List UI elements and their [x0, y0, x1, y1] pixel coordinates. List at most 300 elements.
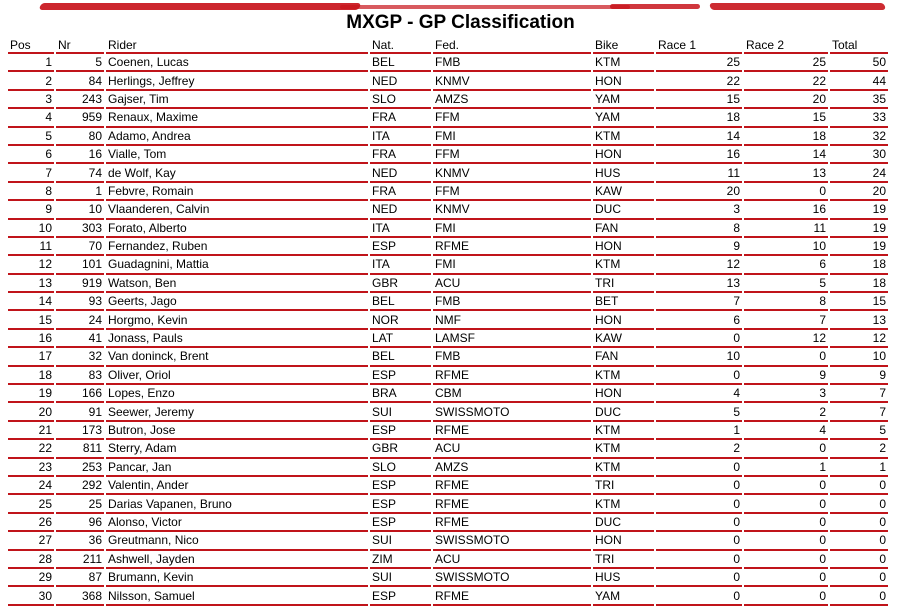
cell-total: 33 — [830, 109, 888, 127]
cell-bike: KAW — [593, 330, 654, 348]
cell-nat: SLO — [370, 459, 431, 477]
table-row — [8, 514, 888, 532]
cell-total: 18 — [830, 256, 888, 274]
cell-fed: SWISSMOTO — [433, 403, 591, 421]
table-row — [8, 551, 888, 569]
cell-nr: 166 — [56, 385, 104, 403]
cell-race1: 4 — [656, 385, 742, 403]
cell-rider: Oliver, Oriol — [106, 367, 368, 385]
cell-pos: 4 — [8, 109, 54, 127]
cell-race2: 9 — [744, 367, 828, 385]
header-fed: Fed. — [433, 38, 591, 54]
cell-rider: Lopes, Enzo — [106, 385, 368, 403]
table-row — [8, 256, 888, 274]
cell-rider: Ashwell, Jayden — [106, 551, 368, 569]
cell-fed: KNMV — [433, 201, 591, 219]
cell-nat: ITA — [370, 256, 431, 274]
cell-race1: 0 — [656, 514, 742, 532]
cell-nr: 1 — [56, 183, 104, 201]
cell-nr: 41 — [56, 330, 104, 348]
cell-nat: BEL — [370, 54, 431, 72]
table-row — [8, 238, 888, 256]
cell-nat: SLO — [370, 91, 431, 109]
cell-rider: Coenen, Lucas — [106, 54, 368, 72]
cell-total: 15 — [830, 293, 888, 311]
cell-pos: 25 — [8, 495, 54, 513]
table-body — [8, 54, 888, 606]
cell-total: 0 — [830, 514, 888, 532]
header-total: Total — [830, 38, 888, 54]
cell-nat: ITA — [370, 128, 431, 146]
cell-rider: Febvre, Romain — [106, 183, 368, 201]
cell-race2: 14 — [744, 146, 828, 164]
cell-pos: 30 — [8, 587, 54, 605]
table-row — [8, 459, 888, 477]
cell-bike: TRI — [593, 551, 654, 569]
cell-race2: 18 — [744, 128, 828, 146]
cell-bike: YAM — [593, 91, 654, 109]
cell-pos: 18 — [8, 367, 54, 385]
table-row — [8, 367, 888, 385]
cell-nr: 211 — [56, 551, 104, 569]
cell-rider: Brumann, Kevin — [106, 569, 368, 587]
cell-race2: 0 — [744, 495, 828, 513]
cell-pos: 11 — [8, 238, 54, 256]
cell-nat: ESP — [370, 477, 431, 495]
cell-total: 5 — [830, 422, 888, 440]
cell-nat: LAT — [370, 330, 431, 348]
table-row — [8, 54, 888, 72]
cell-fed: RFME — [433, 495, 591, 513]
cell-nr: 87 — [56, 569, 104, 587]
cell-nat: FRA — [370, 109, 431, 127]
cell-race2: 7 — [744, 311, 828, 329]
cell-race1: 0 — [656, 459, 742, 477]
cell-pos: 8 — [8, 183, 54, 201]
cell-total: 0 — [830, 477, 888, 495]
cell-fed: RFME — [433, 238, 591, 256]
table-row — [8, 422, 888, 440]
cell-nr: 16 — [56, 146, 104, 164]
table-row — [8, 477, 888, 495]
cell-fed: SWISSMOTO — [433, 569, 591, 587]
cell-race1: 18 — [656, 109, 742, 127]
cell-bike: KTM — [593, 440, 654, 458]
cell-race1: 25 — [656, 54, 742, 72]
cell-nat: FRA — [370, 146, 431, 164]
cell-fed: FMI — [433, 128, 591, 146]
header-pos: Pos — [8, 38, 54, 54]
table-row — [8, 495, 888, 513]
cell-race2: 2 — [744, 403, 828, 421]
cell-race1: 9 — [656, 238, 742, 256]
cell-race1: 2 — [656, 440, 742, 458]
table-row — [8, 587, 888, 605]
table-row — [8, 128, 888, 146]
cell-nat: ITA — [370, 220, 431, 238]
cell-nr: 84 — [56, 72, 104, 90]
cell-rider: Vlaanderen, Calvin — [106, 201, 368, 219]
cell-nr: 368 — [56, 587, 104, 605]
cell-nat: ESP — [370, 367, 431, 385]
cell-nat: ZIM — [370, 551, 431, 569]
cell-nr: 74 — [56, 164, 104, 182]
cell-nat: ESP — [370, 514, 431, 532]
cell-nr: 959 — [56, 109, 104, 127]
cell-race2: 16 — [744, 201, 828, 219]
cell-race1: 20 — [656, 183, 742, 201]
cell-fed: RFME — [433, 514, 591, 532]
cell-nr: 5 — [56, 54, 104, 72]
cell-nr: 25 — [56, 495, 104, 513]
cell-fed: FFM — [433, 146, 591, 164]
cell-total: 32 — [830, 128, 888, 146]
cell-bike: KTM — [593, 256, 654, 274]
page-title: MXGP - GP Classification — [346, 12, 575, 33]
cell-pos: 17 — [8, 348, 54, 366]
cell-nr: 83 — [56, 367, 104, 385]
cell-total: 2 — [830, 440, 888, 458]
cell-pos: 23 — [8, 459, 54, 477]
cell-race1: 1 — [656, 422, 742, 440]
cell-pos: 2 — [8, 72, 54, 90]
table-row — [8, 330, 888, 348]
cell-nat: ESP — [370, 587, 431, 605]
cell-rider: Van doninck, Brent — [106, 348, 368, 366]
cell-total: 0 — [830, 495, 888, 513]
cell-bike: KTM — [593, 495, 654, 513]
cell-total: 9 — [830, 367, 888, 385]
cell-rider: Valentin, Ander — [106, 477, 368, 495]
cell-total: 44 — [830, 72, 888, 90]
table-row — [8, 569, 888, 587]
cell-bike: KTM — [593, 422, 654, 440]
cell-total: 19 — [830, 220, 888, 238]
header-nat: Nat. — [370, 38, 431, 54]
cell-fed: FMB — [433, 293, 591, 311]
cell-nr: 93 — [56, 293, 104, 311]
header-bike: Bike — [593, 38, 654, 54]
cell-bike: KTM — [593, 128, 654, 146]
cell-bike: DUC — [593, 201, 654, 219]
cell-fed: NMF — [433, 311, 591, 329]
header-brush-stroke — [39, 3, 362, 10]
cell-nr: 243 — [56, 91, 104, 109]
cell-race1: 7 — [656, 293, 742, 311]
cell-fed: SWISSMOTO — [433, 532, 591, 550]
cell-rider: Gajser, Tim — [106, 91, 368, 109]
cell-bike: HUS — [593, 164, 654, 182]
cell-pos: 1 — [8, 54, 54, 72]
cell-pos: 19 — [8, 385, 54, 403]
cell-race1: 10 — [656, 348, 742, 366]
cell-race1: 13 — [656, 275, 742, 293]
cell-race1: 0 — [656, 495, 742, 513]
cell-bike: DUC — [593, 403, 654, 421]
cell-race1: 0 — [656, 367, 742, 385]
cell-pos: 13 — [8, 275, 54, 293]
cell-bike: YAM — [593, 587, 654, 605]
header-brush-stroke — [709, 3, 886, 10]
cell-total: 0 — [830, 551, 888, 569]
cell-bike: BET — [593, 293, 654, 311]
cell-total: 30 — [830, 146, 888, 164]
table-row — [8, 403, 888, 421]
cell-nr: 32 — [56, 348, 104, 366]
cell-rider: Horgmo, Kevin — [106, 311, 368, 329]
cell-bike: HON — [593, 532, 654, 550]
cell-race2: 13 — [744, 164, 828, 182]
cell-bike: TRI — [593, 275, 654, 293]
cell-pos: 10 — [8, 220, 54, 238]
cell-rider: Forato, Alberto — [106, 220, 368, 238]
cell-total: 19 — [830, 238, 888, 256]
cell-race2: 11 — [744, 220, 828, 238]
cell-pos: 27 — [8, 532, 54, 550]
cell-race2: 20 — [744, 91, 828, 109]
table-row — [8, 220, 888, 238]
cell-race1: 0 — [656, 532, 742, 550]
cell-rider: Watson, Ben — [106, 275, 368, 293]
cell-fed: FMB — [433, 54, 591, 72]
cell-race2: 5 — [744, 275, 828, 293]
cell-rider: Butron, Jose — [106, 422, 368, 440]
header-race1: Race 1 — [656, 38, 742, 54]
cell-rider: Jonass, Pauls — [106, 330, 368, 348]
cell-nat: BEL — [370, 348, 431, 366]
cell-bike: HON — [593, 311, 654, 329]
cell-rider: Adamo, Andrea — [106, 128, 368, 146]
cell-total: 18 — [830, 275, 888, 293]
cell-pos: 28 — [8, 551, 54, 569]
cell-rider: Alonso, Victor — [106, 514, 368, 532]
cell-nat: NED — [370, 164, 431, 182]
cell-bike: HON — [593, 146, 654, 164]
cell-total: 19 — [830, 201, 888, 219]
table-row — [8, 109, 888, 127]
cell-nat: SUI — [370, 532, 431, 550]
cell-rider: Geerts, Jago — [106, 293, 368, 311]
header-race2: Race 2 — [744, 38, 828, 54]
cell-rider: Guadagnini, Mattia — [106, 256, 368, 274]
cell-race1: 3 — [656, 201, 742, 219]
cell-race2: 0 — [744, 551, 828, 569]
cell-total: 24 — [830, 164, 888, 182]
cell-nr: 96 — [56, 514, 104, 532]
cell-fed: FFM — [433, 183, 591, 201]
header-brush-stroke — [610, 4, 700, 9]
table-header — [8, 38, 888, 54]
cell-rider: de Wolf, Kay — [106, 164, 368, 182]
cell-pos: 14 — [8, 293, 54, 311]
cell-pos: 7 — [8, 164, 54, 182]
cell-nr: 36 — [56, 532, 104, 550]
cell-race2: 8 — [744, 293, 828, 311]
cell-pos: 24 — [8, 477, 54, 495]
header-row — [8, 38, 888, 54]
cell-fed: KNMV — [433, 72, 591, 90]
cell-rider: Seewer, Jeremy — [106, 403, 368, 421]
cell-nr: 10 — [56, 201, 104, 219]
cell-bike: KTM — [593, 367, 654, 385]
cell-nat: GBR — [370, 275, 431, 293]
cell-total: 20 — [830, 183, 888, 201]
cell-nat: NOR — [370, 311, 431, 329]
cell-nr: 253 — [56, 459, 104, 477]
table-row — [8, 183, 888, 201]
cell-nat: ESP — [370, 422, 431, 440]
cell-fed: KNMV — [433, 164, 591, 182]
cell-fed: RFME — [433, 477, 591, 495]
cell-race2: 0 — [744, 514, 828, 532]
cell-nr: 80 — [56, 128, 104, 146]
cell-race1: 16 — [656, 146, 742, 164]
cell-race1: 15 — [656, 91, 742, 109]
cell-race2: 15 — [744, 109, 828, 127]
cell-nat: NED — [370, 72, 431, 90]
cell-fed: ACU — [433, 275, 591, 293]
cell-race1: 0 — [656, 477, 742, 495]
cell-nat: NED — [370, 201, 431, 219]
cell-fed: CBM — [433, 385, 591, 403]
cell-bike: HUS — [593, 569, 654, 587]
cell-rider: Sterry, Adam — [106, 440, 368, 458]
table-row — [8, 164, 888, 182]
cell-race2: 6 — [744, 256, 828, 274]
table-row — [8, 72, 888, 90]
table-row — [8, 293, 888, 311]
cell-race1: 0 — [656, 587, 742, 605]
cell-total: 7 — [830, 403, 888, 421]
cell-total: 50 — [830, 54, 888, 72]
cell-race1: 8 — [656, 220, 742, 238]
cell-total: 0 — [830, 587, 888, 605]
cell-pos: 22 — [8, 440, 54, 458]
cell-fed: RFME — [433, 587, 591, 605]
table-row — [8, 146, 888, 164]
cell-nat: BRA — [370, 385, 431, 403]
cell-nr: 70 — [56, 238, 104, 256]
cell-rider: Herlings, Jeffrey — [106, 72, 368, 90]
cell-bike: DUC — [593, 514, 654, 532]
cell-fed: LAMSF — [433, 330, 591, 348]
cell-nr: 292 — [56, 477, 104, 495]
cell-race2: 12 — [744, 330, 828, 348]
cell-race2: 10 — [744, 238, 828, 256]
cell-nr: 91 — [56, 403, 104, 421]
cell-nat: GBR — [370, 440, 431, 458]
header-rider: Rider — [106, 38, 368, 54]
cell-nat: ESP — [370, 238, 431, 256]
table-row — [8, 91, 888, 109]
cell-fed: FMI — [433, 256, 591, 274]
table-row — [8, 311, 888, 329]
cell-race2: 0 — [744, 440, 828, 458]
cell-rider: Fernandez, Ruben — [106, 238, 368, 256]
cell-nr: 173 — [56, 422, 104, 440]
cell-nat: BEL — [370, 293, 431, 311]
classification-table — [6, 38, 890, 606]
cell-total: 1 — [830, 459, 888, 477]
table-row — [8, 385, 888, 403]
cell-bike: HON — [593, 385, 654, 403]
cell-fed: RFME — [433, 367, 591, 385]
cell-pos: 9 — [8, 201, 54, 219]
cell-bike: FAN — [593, 348, 654, 366]
cell-race2: 0 — [744, 477, 828, 495]
cell-pos: 12 — [8, 256, 54, 274]
cell-fed: ACU — [433, 551, 591, 569]
cell-total: 0 — [830, 532, 888, 550]
cell-rider: Pancar, Jan — [106, 459, 368, 477]
cell-race2: 0 — [744, 587, 828, 605]
cell-pos: 5 — [8, 128, 54, 146]
cell-race1: 6 — [656, 311, 742, 329]
cell-rider: Renaux, Maxime — [106, 109, 368, 127]
cell-total: 0 — [830, 569, 888, 587]
table-row — [8, 532, 888, 550]
header-brush-stroke — [340, 5, 630, 9]
cell-nat: ESP — [370, 495, 431, 513]
cell-race1: 22 — [656, 72, 742, 90]
cell-rider: Nilsson, Samuel — [106, 587, 368, 605]
header-nr: Nr — [56, 38, 104, 54]
cell-rider: Greutmann, Nico — [106, 532, 368, 550]
cell-pos: 26 — [8, 514, 54, 532]
table-row — [8, 201, 888, 219]
cell-fed: FMB — [433, 348, 591, 366]
cell-total: 13 — [830, 311, 888, 329]
cell-race2: 4 — [744, 422, 828, 440]
cell-pos: 29 — [8, 569, 54, 587]
cell-race2: 25 — [744, 54, 828, 72]
cell-rider: Vialle, Tom — [106, 146, 368, 164]
cell-total: 7 — [830, 385, 888, 403]
cell-nat: SUI — [370, 569, 431, 587]
cell-bike: KTM — [593, 459, 654, 477]
cell-pos: 6 — [8, 146, 54, 164]
cell-fed: AMZS — [433, 91, 591, 109]
cell-fed: AMZS — [433, 459, 591, 477]
table-row — [8, 275, 888, 293]
cell-race2: 0 — [744, 569, 828, 587]
cell-race1: 0 — [656, 551, 742, 569]
cell-pos: 21 — [8, 422, 54, 440]
cell-race2: 22 — [744, 72, 828, 90]
cell-total: 12 — [830, 330, 888, 348]
cell-race1: 12 — [656, 256, 742, 274]
cell-nr: 811 — [56, 440, 104, 458]
cell-nr: 101 — [56, 256, 104, 274]
table-row — [8, 440, 888, 458]
cell-bike: TRI — [593, 477, 654, 495]
cell-race2: 3 — [744, 385, 828, 403]
cell-fed: ACU — [433, 440, 591, 458]
cell-fed: FMI — [433, 220, 591, 238]
cell-nr: 24 — [56, 311, 104, 329]
cell-nat: SUI — [370, 403, 431, 421]
cell-race2: 0 — [744, 532, 828, 550]
cell-total: 10 — [830, 348, 888, 366]
cell-race2: 0 — [744, 183, 828, 201]
cell-bike: FAN — [593, 220, 654, 238]
cell-pos: 15 — [8, 311, 54, 329]
cell-pos: 20 — [8, 403, 54, 421]
cell-fed: RFME — [433, 422, 591, 440]
cell-race1: 11 — [656, 164, 742, 182]
cell-total: 35 — [830, 91, 888, 109]
cell-race2: 1 — [744, 459, 828, 477]
